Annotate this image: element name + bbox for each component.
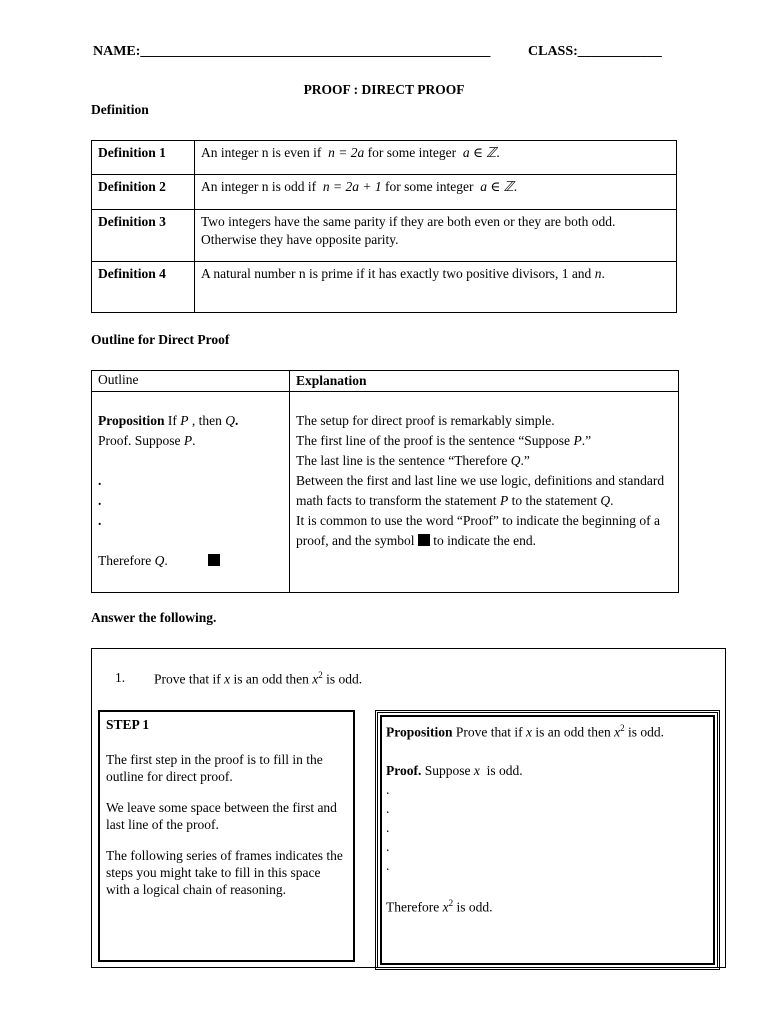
proof-suppose: Proof. Suppose x is odd. <box>386 762 523 778</box>
definition-heading: Definition <box>91 102 149 117</box>
definitions-table <box>91 140 677 313</box>
ellipsis-dot: . <box>386 819 390 835</box>
ellipsis-dot: . <box>98 493 102 508</box>
proof-therefore: Therefore $x^2$ is odd. <box>386 897 493 914</box>
ellipsis-dot: . <box>386 800 390 816</box>
definition-row <box>92 262 677 313</box>
definition-row <box>92 175 677 210</box>
ellipsis-dot: . <box>98 473 102 488</box>
ellipsis-dot: . <box>386 838 390 854</box>
ellipsis-dot: . <box>386 857 390 873</box>
name-field: NAME:__________________________________________________ <box>93 44 491 59</box>
definition-text: A natural number n is prime if it has exactly two positive divisors, 1 and n. <box>195 262 677 313</box>
ellipsis-dot: . <box>98 513 102 528</box>
proof-proposition: Proposition Prove that if x is an odd then $x^2$ is odd. <box>386 723 665 740</box>
therefore-line: Therefore Q. <box>98 551 283 571</box>
question-number: 1. <box>115 670 126 685</box>
step-title: STEP 1 <box>106 717 150 732</box>
answer-heading: Answer the following. <box>91 610 217 625</box>
step-paragraph: The first step in the proof is to fill in the outline for direct proof. <box>106 752 323 784</box>
step-paragraph: The following series of frames indicates the steps you might take to fill in this space with a logical chain of reasoning. <box>106 848 343 897</box>
proposition-line: Proposition If P , then Q. <box>98 413 239 428</box>
proof-line: Proof. Suppose P. <box>98 433 196 448</box>
explanation-text: The setup for direct proof is remarkably simple. The first line of the proof is the sentence “Suppose P.” The last line is the sentence “Therefore Q.” Between the first and last line we use logic, definitions and standard math facts to transform the statement P to the statement Q. It is common to use the word “Proof” to indicate the beginning of a proof, and the symbol to indicate the end. <box>296 413 665 548</box>
step-paragraph: We leave some space between the first and last line of the proof. <box>106 800 337 832</box>
definition-term: Definition 3 <box>92 210 195 262</box>
ellipsis-dot: . <box>386 781 390 797</box>
qed-square-icon <box>208 554 220 566</box>
header-divider <box>92 391 678 392</box>
column-divider <box>289 371 290 592</box>
outline-template <box>98 411 283 571</box>
class-field: CLASS:____________ <box>528 44 662 59</box>
proof-frame <box>375 710 720 970</box>
definition-row <box>92 141 677 175</box>
step-1-frame <box>98 710 355 962</box>
definition-text: Two integers have the same parity if they are both even or they are both odd. Otherwise they have opposite parity. <box>195 210 677 262</box>
definition-term: Definition 1 <box>92 141 195 175</box>
outline-table <box>91 370 679 593</box>
definition-text: An integer n is even if n = 2a for some integer a ∈ ℤ. <box>195 141 677 175</box>
definition-text: An integer n is odd if n = 2a + 1 for some integer a ∈ ℤ. <box>195 175 677 210</box>
explanation-column-header: Explanation <box>296 373 367 388</box>
definition-term: Definition 4 <box>92 262 195 313</box>
definition-term: Definition 2 <box>92 175 195 210</box>
definition-row <box>92 210 677 262</box>
outline-heading: Outline for Direct Proof <box>91 332 230 347</box>
page-title: PROOF : DIRECT PROOF <box>303 82 465 97</box>
qed-square-icon <box>418 534 430 546</box>
outline-column-header: Outline <box>98 372 139 387</box>
question-text: Prove that if x is an odd then $x^2$ is odd. <box>154 670 363 687</box>
